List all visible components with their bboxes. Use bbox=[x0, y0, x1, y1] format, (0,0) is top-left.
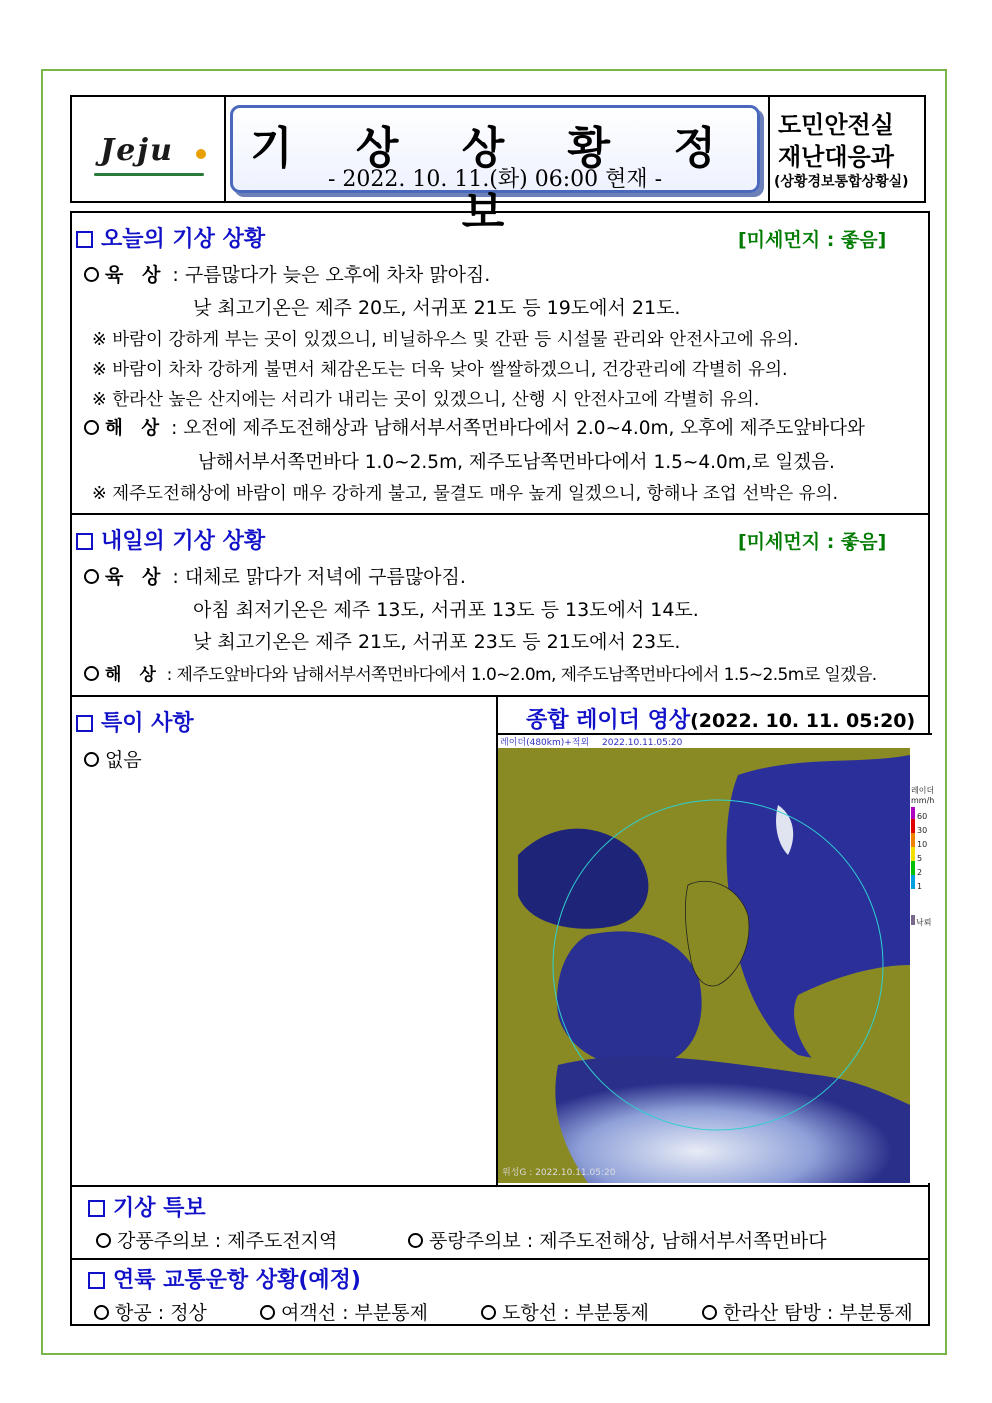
radar-image bbox=[498, 733, 935, 1183]
circle-bullet-icon bbox=[84, 752, 99, 767]
legend-swatch bbox=[911, 833, 915, 847]
today-sea-line-2: 남해서부서쪽먼바다 1.0~2.5m, 제주도남쪽먼바다에서 1.5~4.0m,로 일겠음. bbox=[198, 452, 835, 473]
land-label: 육 상 bbox=[105, 566, 167, 588]
today-sea-line-1: 오전에 제주도전해상과 남해서부서쪽먼바다에서 2.0~4.0m, 오후에 제주도앞바다와 bbox=[183, 418, 865, 439]
sea-label: 해 상 bbox=[105, 418, 166, 439]
section-divider bbox=[72, 1258, 928, 1260]
traffic-item-ferry: 여객선 : 부분통제 bbox=[260, 1298, 428, 1325]
circle-bullet-icon bbox=[84, 267, 99, 282]
checkbox-icon bbox=[88, 1200, 105, 1217]
radar-panel bbox=[496, 697, 934, 1185]
report-body bbox=[70, 211, 935, 1326]
tomorrow-heading: 내일의 기상 상황 bbox=[76, 524, 265, 555]
circle-bullet-icon bbox=[408, 1233, 423, 1248]
tomorrow-dust-status: [미세먼지 : 좋음] bbox=[738, 531, 887, 553]
today-sea-row: 해 상 : 오전에 제주도전해상과 남해서부서쪽먼바다에서 2.0~4.0m, 오후에 제주도앞바다와 bbox=[84, 414, 865, 440]
circle-bullet-icon bbox=[84, 569, 99, 584]
logo-cell bbox=[72, 97, 226, 201]
section-divider bbox=[72, 1185, 928, 1187]
division-name: 재난대응과 bbox=[778, 143, 894, 171]
special-item: 없음 bbox=[84, 745, 142, 772]
circle-bullet-icon bbox=[481, 1305, 496, 1320]
satellite-label-bottom: 위성G : 2022.10.11.05:20 bbox=[502, 1168, 616, 1178]
legend-value: 30 bbox=[917, 826, 928, 835]
tomorrow-land-line-2: 아침 최저기온은 제주 13도, 서귀포 13도 등 13도에서 14도. bbox=[193, 599, 699, 621]
department-cell bbox=[768, 97, 926, 201]
page-title: 기 상 상 황 정 보 bbox=[250, 123, 740, 238]
office-name: (상황경보통합상황실) bbox=[774, 174, 909, 190]
checkbox-icon bbox=[76, 231, 93, 248]
today-land-line-1: 구름많다가 늦은 오후에 차차 맑아짐. bbox=[184, 264, 491, 286]
circle-bullet-icon bbox=[84, 420, 99, 435]
legend-lightning: 낙뢰 bbox=[916, 918, 932, 927]
legend-swatch bbox=[911, 847, 915, 861]
radar-time: (2022. 10. 11. 05:20) bbox=[690, 710, 916, 732]
radar-label-top: 레이더(480km)+적외 bbox=[500, 738, 590, 748]
legend-swatch bbox=[911, 875, 915, 889]
logo-dot bbox=[196, 149, 206, 159]
legend-swatch bbox=[911, 861, 915, 875]
circle-bullet-icon bbox=[84, 666, 99, 681]
sea-label: 해 상 bbox=[105, 665, 162, 685]
legend-unit: mm/h bbox=[911, 796, 935, 805]
warnings-heading: 기상 특보 bbox=[88, 1191, 206, 1222]
checkbox-icon bbox=[76, 533, 93, 550]
title-box bbox=[230, 105, 760, 238]
traffic-item-air: 항공 : 정상 bbox=[94, 1298, 207, 1325]
legend-swatch bbox=[911, 819, 915, 833]
legend-value: 2 bbox=[917, 868, 923, 877]
traffic-heading: 연륙 교통운항 상황(예정) bbox=[88, 1263, 361, 1294]
today-land-line-2: 낮 최고기온은 제주 20도, 서귀포 21도 등 19도에서 21도. bbox=[193, 297, 681, 319]
circle-bullet-icon bbox=[702, 1305, 717, 1320]
tomorrow-land-line-3: 낮 최고기온은 제주 21도, 서귀포 23도 등 21도에서 23도. bbox=[193, 631, 681, 653]
checkbox-icon bbox=[76, 715, 93, 732]
logo-underline bbox=[94, 173, 204, 176]
radar-title: 종합 레이더 영상(2022. 10. 11. 05:20) bbox=[526, 708, 916, 733]
report-datetime: - 2022. 10. 11.(화) 06:00 현재 - bbox=[327, 167, 663, 192]
legend-value: 10 bbox=[917, 840, 928, 849]
legend-value: 5 bbox=[917, 854, 923, 863]
tomorrow-sea-row: 해 상 : 제주도앞바다와 남해서부서쪽먼바다에서 1.0~2.0m, 제주도남쪽먼바다에서 1.5~2.5m로 일겠음. bbox=[84, 660, 877, 685]
report-header bbox=[70, 95, 926, 238]
warning-item-1: 강풍주의보 : 제주도전지역 bbox=[96, 1226, 337, 1253]
legend-value: 60 bbox=[917, 812, 928, 821]
special-heading: 특이 사항 bbox=[76, 706, 194, 737]
jeju-logo: Jeju bbox=[100, 133, 174, 168]
tomorrow-land-line-1: 대체로 맑다가 저녁에 구름많아짐. bbox=[184, 566, 466, 588]
section-divider bbox=[72, 513, 928, 515]
today-sea-note: ※ 제주도전해상에 바람이 매우 강하게 불고, 물결도 매우 높게 일겠으니, 항해나 조업 선박은 유의. bbox=[92, 484, 839, 504]
circle-bullet-icon bbox=[96, 1233, 111, 1248]
radar-time-top: 2022.10.11.05:20 bbox=[602, 738, 683, 748]
department-name: 도민안전실 bbox=[778, 111, 894, 139]
today-note-3: ※ 한라산 높은 산지에는 서리가 내리는 곳이 있겠으니, 산행 시 안전사고에 각별히 유의. bbox=[92, 390, 760, 410]
land-label: 육 상 bbox=[105, 264, 167, 286]
traffic-item-island-ferry: 도항선 : 부분통제 bbox=[481, 1298, 649, 1325]
today-dust-status: [미세먼지 : 좋음] bbox=[738, 229, 887, 251]
radar-map-svg bbox=[498, 735, 935, 1183]
lightning-swatch bbox=[911, 915, 915, 925]
warning-item-2: 풍랑주의보 : 제주도전해상, 남해서부서쪽먼바다 bbox=[408, 1226, 827, 1253]
traffic-item-hallasan: 한라산 탐방 : 부분통제 bbox=[702, 1298, 913, 1325]
today-land-row: 육 상 : 구름많다가 늦은 오후에 차차 맑아짐. bbox=[84, 260, 490, 287]
tomorrow-sea-line: 제주도앞바다와 남해서부서쪽먼바다에서 1.0~2.0m, 제주도남쪽먼바다에서 1.5~2.5m로 일겠음. bbox=[176, 665, 877, 685]
tomorrow-land-row: 육 상 : 대체로 맑다가 저녁에 구름많아짐. bbox=[84, 562, 466, 589]
today-note-2: ※ 바람이 차차 강하게 불면서 체감온도는 더욱 낮아 쌀쌀하겠으니, 건강관리에 각별히 유의. bbox=[92, 360, 788, 380]
today-note-1: ※ 바람이 강하게 부는 곳이 있겠으니, 비닐하우스 및 간판 등 시설물 관리와 안전사고에 유의. bbox=[92, 330, 799, 350]
yellow-sea bbox=[557, 931, 702, 1067]
checkbox-icon bbox=[88, 1272, 105, 1289]
legend-title: 레이더 bbox=[911, 786, 935, 795]
today-heading: 오늘의 기상 상황 bbox=[76, 222, 265, 253]
circle-bullet-icon bbox=[94, 1305, 109, 1320]
circle-bullet-icon bbox=[260, 1305, 275, 1320]
legend-swatch bbox=[911, 807, 915, 819]
legend-value: 1 bbox=[917, 882, 923, 891]
